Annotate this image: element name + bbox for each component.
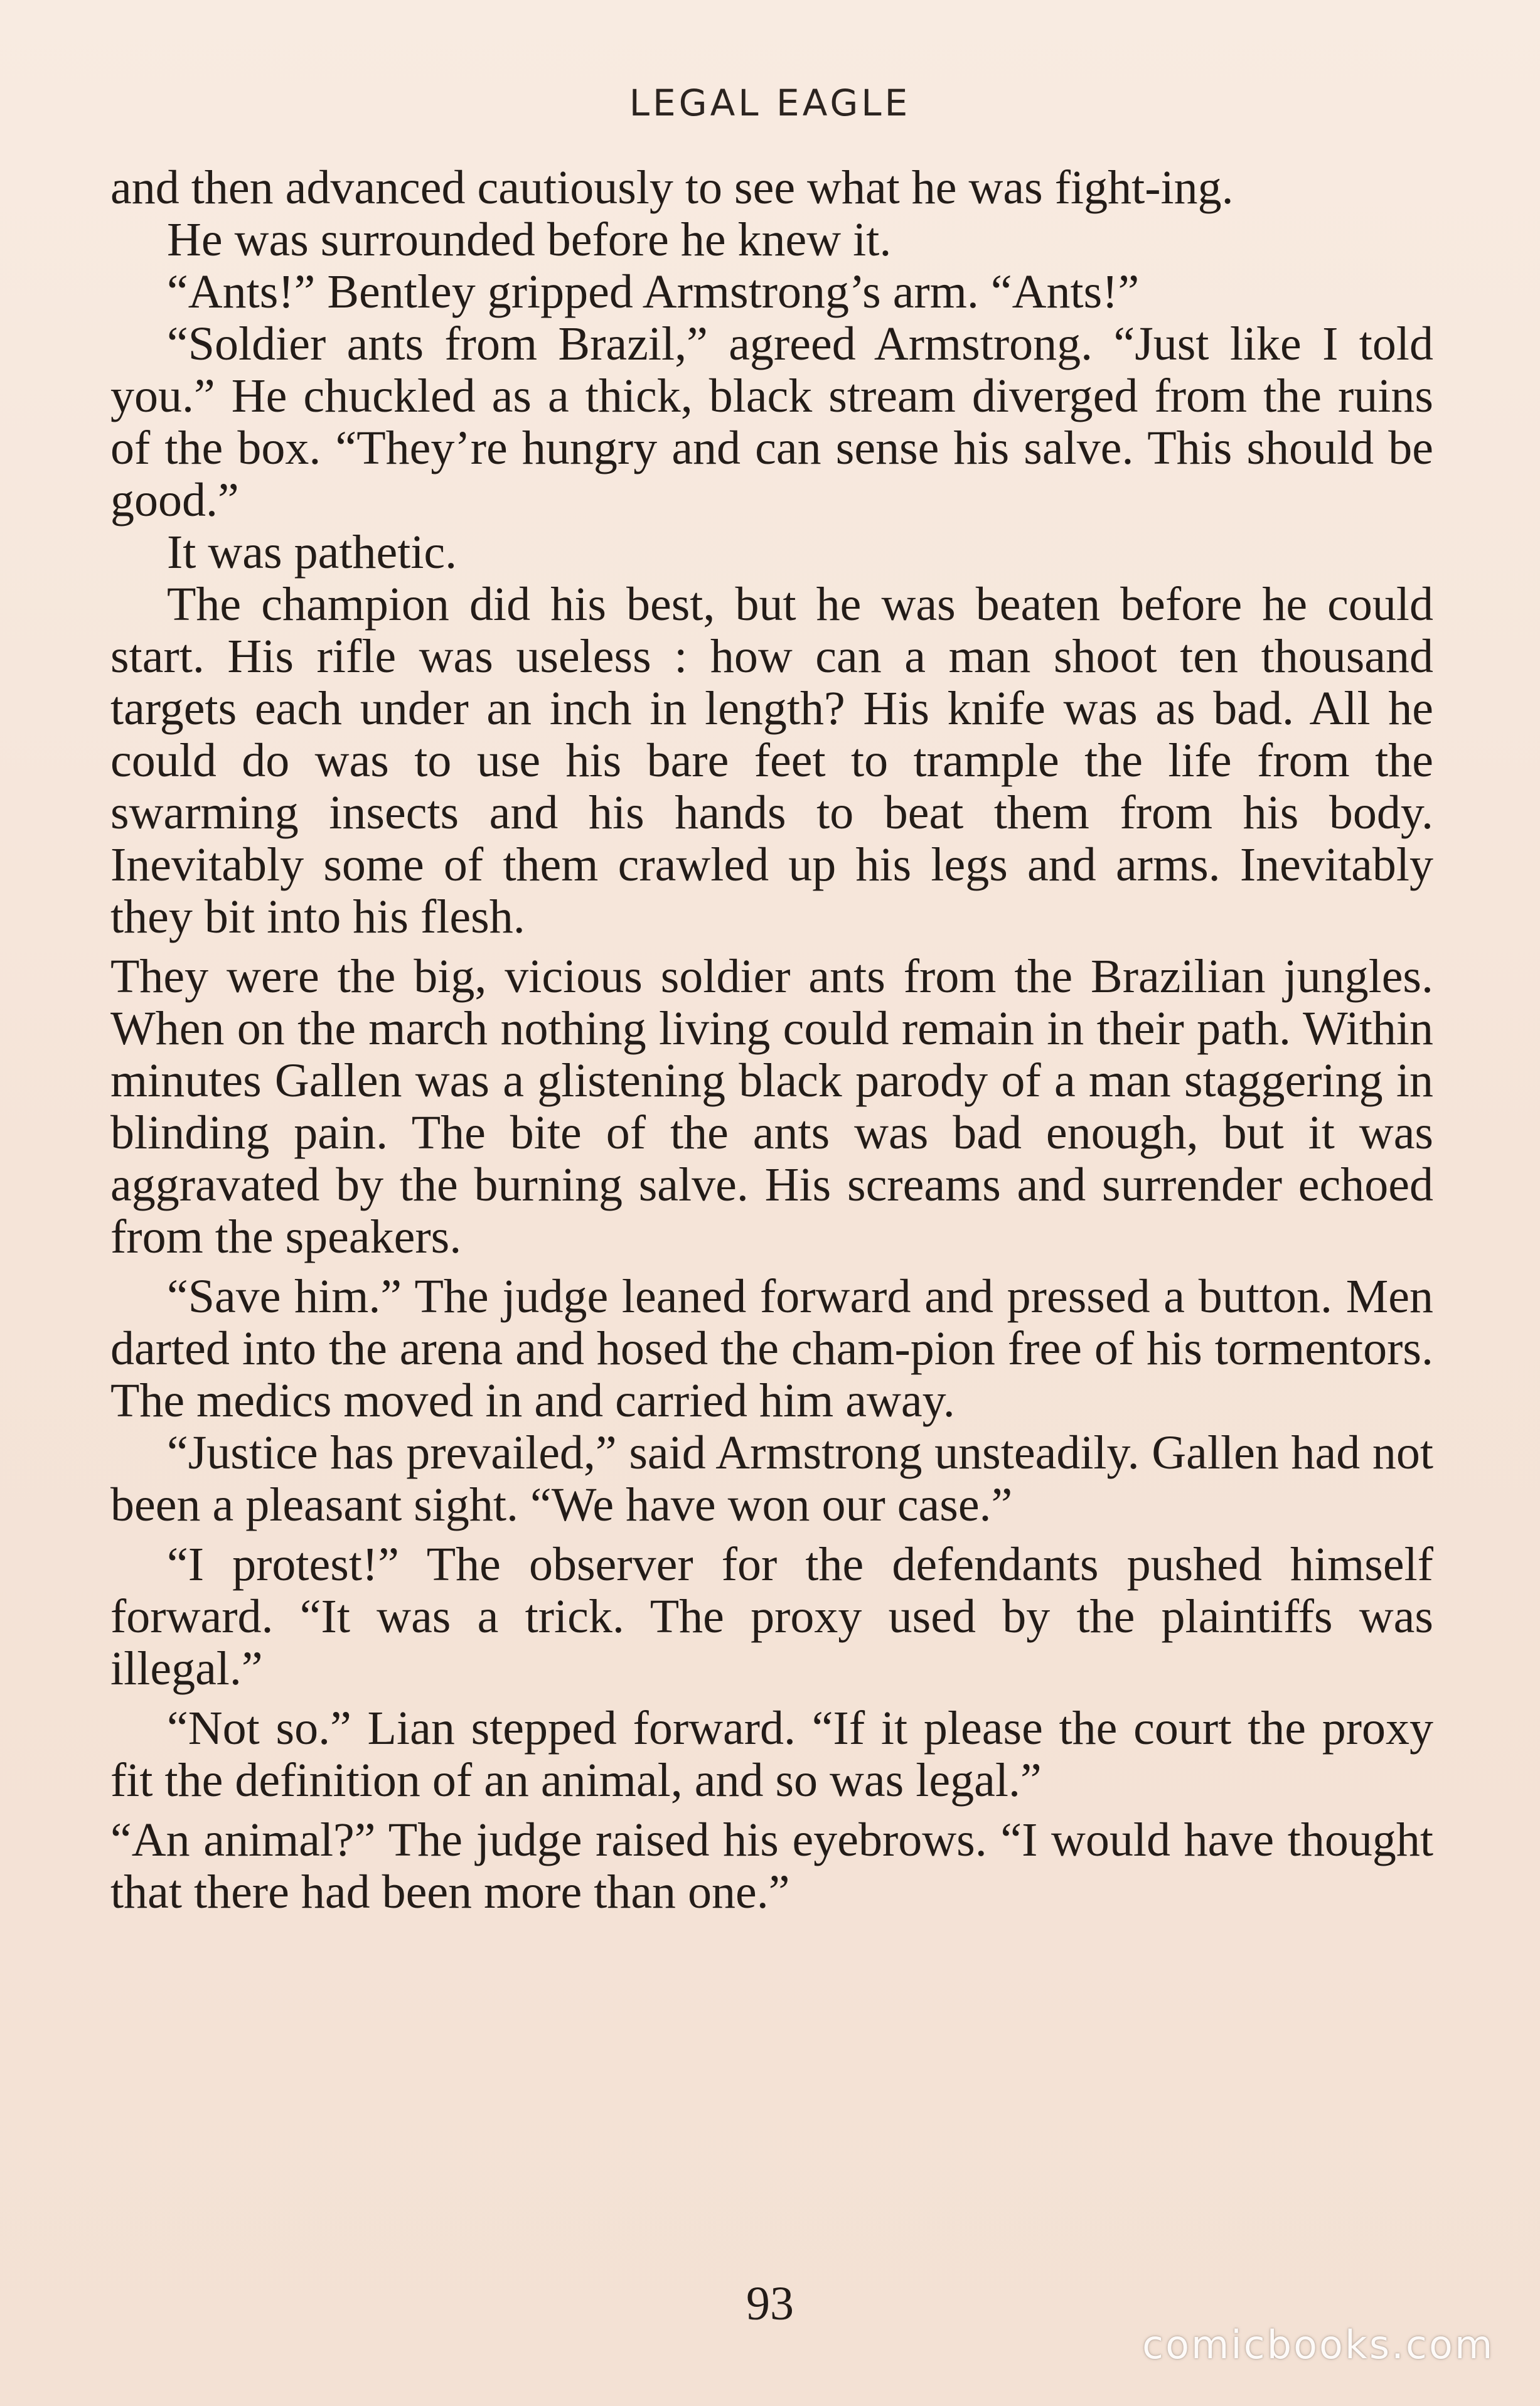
paragraph: “Not so.” Lian stepped forward. “If it please the court the proxy fit the definition of an animal, and so was legal.” — [110, 1702, 1433, 1807]
running-head: LEGAL EAGLE — [629, 82, 911, 124]
paragraph: “Save him.” The judge leaned forward and pressed a button. Men darted into the arena and hosed the cham-pion free of his tormentors. The medics moved in and carried him away. — [110, 1270, 1433, 1427]
paragraph: The champion did his best, but he was beaten before he could start. His rifle was useless : how can a man shoot ten thousand targets each under an inch in length? His knife was as bad. All he could do was to use his bare feet to trample the life from the swarming insects and his hands to beat them from his body. Inevitably some of them crawled up his legs and arms. Inevitably they bit into his flesh. — [110, 578, 1433, 943]
paragraph: “Soldier ants from Brazil,” agreed Armstrong. “Just like I told you.” He chuckled as a thick, black stream diverged from the ruins of the box. “They’re hungry and can sense his salve. This should be good.” — [110, 318, 1433, 527]
page-number: 93 — [746, 2277, 794, 2330]
paragraph: They were the big, vicious soldier ants from the Brazilian jungles. When on the march nothing living could remain in their path. Within minutes Gallen was a glistening black parody of a man staggering in blinding pain. The bite of the ants was bad enough, but it was aggravated by the burning salve. His screams and surrender echoed from the speakers. — [110, 950, 1433, 1263]
paragraph: “Ants!” Bentley gripped Armstrong’s arm. “Ants!” — [167, 265, 1140, 318]
paragraph: It was pathetic. — [167, 526, 457, 579]
paragraph: “An animal?” The judge raised his eyebrows. “I would have thought that there had been more than one.” — [110, 1814, 1433, 1918]
paragraph: He was surrounded before he knew it. — [167, 213, 892, 266]
body-text — [110, 162, 1433, 1918]
paragraph: and then advanced cautiously to see what he was fight-ing. — [110, 161, 1234, 214]
paragraph: “I protest!” The observer for the defendants pushed himself forward. “It was a trick. The proxy used by the plaintiffs was illegal.” — [110, 1538, 1433, 1695]
watermark: comicbooks.com — [1142, 2322, 1495, 2368]
paragraph: “Justice has prevailed,” said Armstrong unsteadily. Gallen had not been a pleasant sight. “We have won our case.” — [110, 1426, 1433, 1531]
